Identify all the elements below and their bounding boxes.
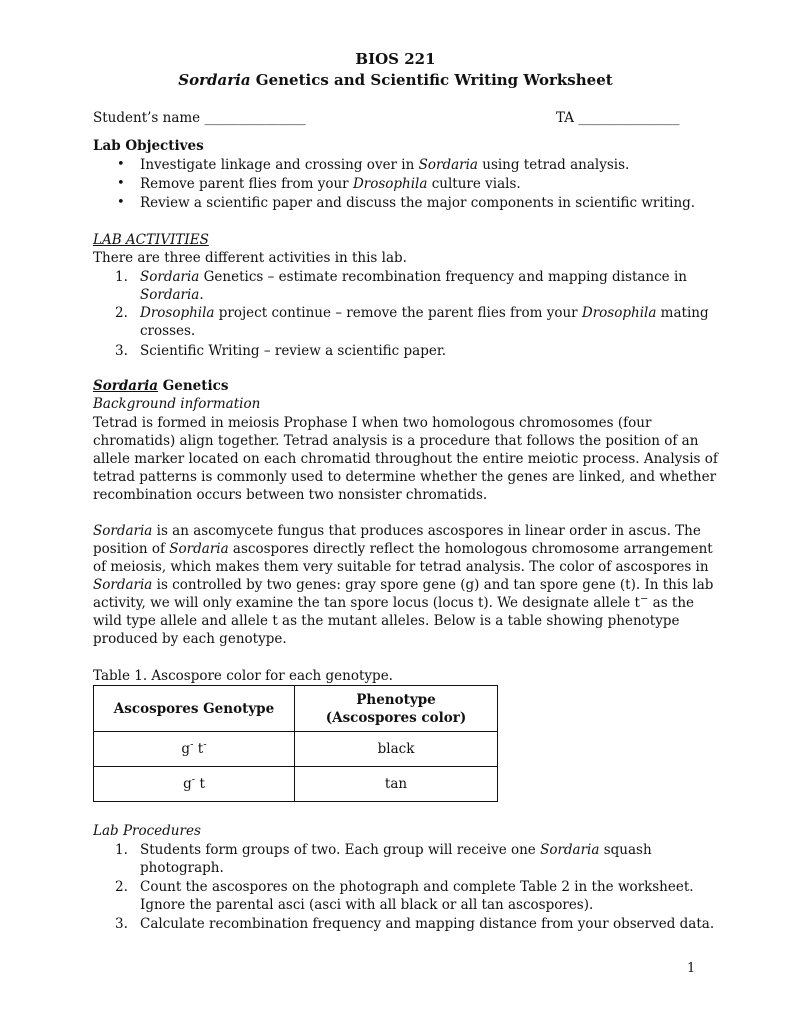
list-number: 3.	[115, 916, 128, 932]
genetics-heading: Sordaria Genetics	[93, 378, 229, 394]
genotype-table	[93, 685, 498, 802]
paragraph-line: recombination occurs between two nonsister chromatids.	[93, 487, 488, 503]
bullet-icon: •	[117, 195, 125, 210]
phenotype-cell: tan	[295, 767, 498, 802]
bullet-icon: •	[117, 157, 125, 172]
procedure-item-cont: photograph.	[140, 860, 224, 876]
student-name-field: Student’s name _______________	[93, 110, 306, 126]
background-heading: Background information	[93, 396, 261, 412]
activity-item: Sordaria Genetics – estimate recombination frequency and mapping distance in	[140, 269, 687, 285]
column-header-phenotype: Phenotype (Ascospores color)	[295, 686, 498, 732]
list-number: 2.	[115, 305, 128, 321]
activity-item-cont: Sordaria.	[140, 287, 204, 303]
procedure-item: Students form groups of two. Each group will receive one Sordaria squash	[140, 842, 652, 858]
ta-field: TA _______________	[556, 110, 680, 126]
activity-item-cont: crosses.	[140, 323, 196, 339]
column-header-genotype: Ascospores Genotype	[94, 686, 295, 732]
procedures-heading: Lab Procedures	[93, 823, 201, 839]
objectives-heading: Lab Objectives	[93, 138, 204, 154]
paragraph-line: allele marker located on each chromatid throughout the entire meiotic process. Analysis of	[93, 451, 718, 467]
paragraph-line: tetrad patterns is commonly used to determine whether the genes are linked, and whether	[93, 469, 717, 485]
phenotype-cell: black	[295, 732, 498, 767]
list-number: 3.	[115, 343, 128, 359]
procedure-item: Calculate recombination frequency and mapping distance from your observed data.	[140, 916, 715, 932]
paragraph-line: produced by each genotype.	[93, 631, 287, 647]
worksheet-title: Sordaria Genetics and Scientific Writing Worksheet	[178, 71, 613, 89]
procedure-item: Count the ascospores on the photograph and complete Table 2 in the worksheet.	[140, 879, 694, 895]
procedure-item-cont: Ignore the parental asci (asci with all black or all tan ascospores).	[140, 897, 594, 913]
paragraph-line: chromatids) align together. Tetrad analysis is a procedure that follows the position of an	[93, 433, 699, 449]
activity-item: Drosophila project continue – remove the parent flies from your Drosophila mating	[140, 305, 709, 321]
paragraph-line: Tetrad is formed in meiosis Prophase I when two homologous chromosomes (four	[93, 415, 652, 431]
list-number: 1.	[115, 842, 128, 858]
page-number: 1	[687, 961, 696, 976]
objective-item: Remove parent flies from your Drosophila culture vials.	[140, 176, 521, 192]
activities-intro: There are three different activities in this lab.	[93, 250, 407, 266]
table-row	[94, 767, 498, 802]
genotype-cell: g- t	[94, 767, 295, 802]
objective-item: Investigate linkage and crossing over in Sordaria using tetrad analysis.	[140, 157, 630, 173]
paragraph-line: Sordaria is controlled by two genes: gray spore gene (g) and tan spore gene (t). In this lab	[93, 577, 714, 593]
course-code: BIOS 221	[355, 50, 436, 68]
genotype-cell: g- t-	[94, 732, 295, 767]
activity-item: Scientific Writing – review a scientific paper.	[140, 343, 447, 359]
list-number: 1.	[115, 269, 128, 285]
table-row	[94, 732, 498, 767]
paragraph-line: Sordaria is an ascomycete fungus that produces ascospores in linear order in ascus. The	[93, 523, 701, 539]
table-caption: Table 1. Ascospore color for each genotype.	[93, 668, 393, 684]
paragraph-line: activity, we will only examine the tan spore locus (locus t). We designate allele t− as the	[93, 593, 695, 611]
list-number: 2.	[115, 879, 128, 895]
table-header-row	[94, 686, 498, 732]
activities-heading: LAB ACTIVITIES	[93, 232, 209, 248]
paragraph-line: position of Sordaria ascospores directly reflect the homologous chromosome arrangement	[93, 541, 713, 557]
paragraph-line: of meiosis, which makes them very suitable for tetrad analysis. The color of ascospores in	[93, 559, 709, 575]
paragraph-line: wild type allele and allele t as the mutant alleles. Below is a table showing phenotype	[93, 613, 680, 629]
bullet-icon: •	[117, 176, 125, 191]
objective-item: Review a scientific paper and discuss the major components in scientific writing.	[140, 195, 696, 211]
